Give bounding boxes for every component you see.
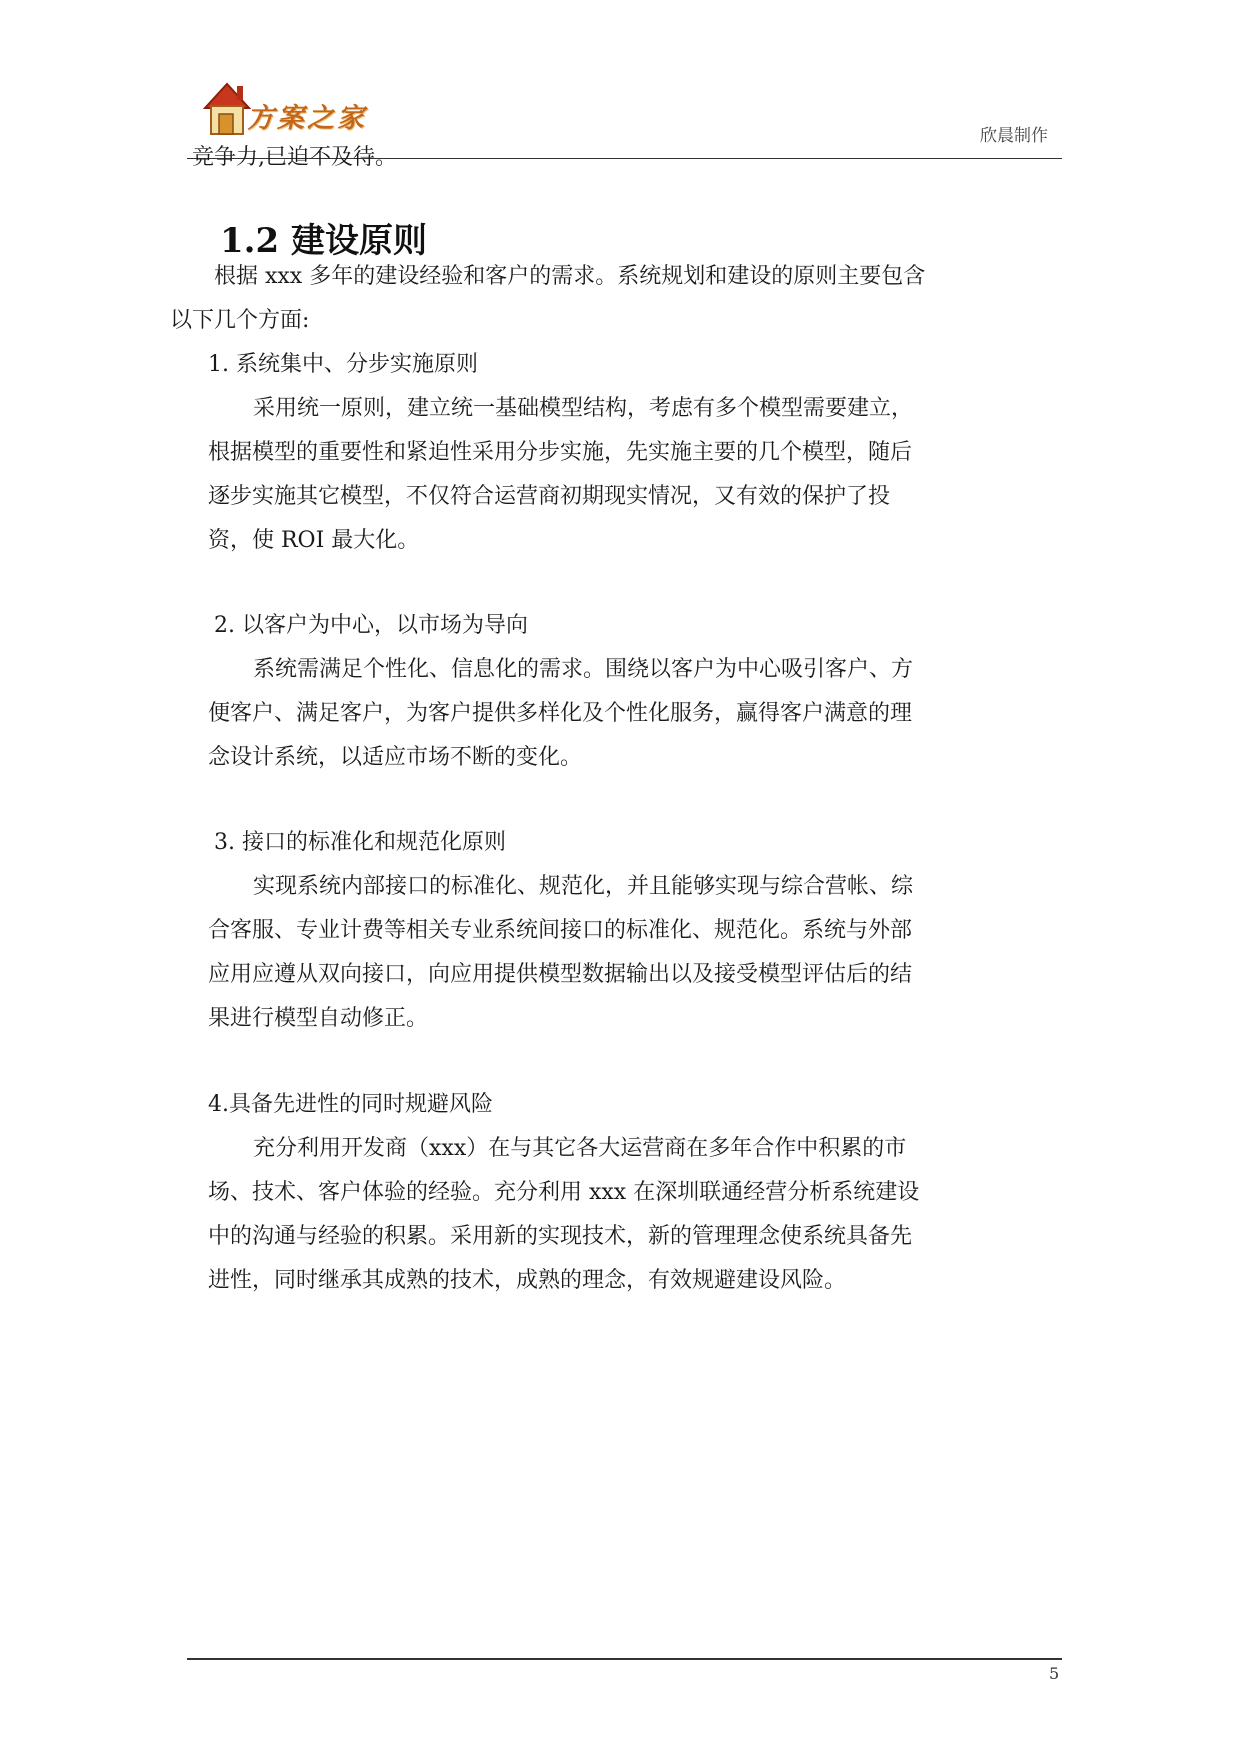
principle-4-line-4: 进性，同时继承其成熟的技术，成熟的理念，有效规避建设风险。 xyxy=(208,1268,847,1293)
principle-3-title: 3. 接口的标准化和规范化原则 xyxy=(214,830,506,855)
principle-4-line-2: 场、技术、客户体验的经验。充分利用 xxx 在深圳联通经营分析系统建设 xyxy=(208,1180,920,1205)
page-number: 5 xyxy=(1049,1664,1060,1683)
section-heading: 1.2 建设原则 xyxy=(220,221,427,261)
principle-2-title: 2. 以客户为中心，以市场为导向 xyxy=(214,613,528,638)
principle-1-line-4: 资，使 ROI 最大化。 xyxy=(208,528,420,553)
principle-3-line-2: 合客服、专业计费等相关专业系统间接口的标准化、规范化。系统与外部 xyxy=(208,918,913,943)
principle-1-line-2: 根据模型的重要性和紧迫性采用分步实施，先实施主要的几个模型，随后 xyxy=(208,440,913,465)
intro-line-2: 以下几个方面: xyxy=(170,308,310,333)
principle-1-title: 1. 系统集中、分步实施原则 xyxy=(208,352,478,377)
header-right-text: 欣晨制作 xyxy=(980,126,1048,146)
logo-text: 方案之家 xyxy=(247,103,367,134)
principle-4-line-1: 充分利用开发商（xxx）在与其它各大运营商在多年合作中积累的市 xyxy=(253,1136,907,1161)
principle-3-line-3: 应用应遵从双向接口，向应用提供模型数据输出以及接受模型评估后的结 xyxy=(208,962,913,987)
carryover-text: 竞争力,已迫不及待。 xyxy=(192,145,397,170)
principle-3-line-4: 果进行模型自动修正。 xyxy=(208,1006,429,1031)
principle-4-line-3: 中的沟通与经验的积累。采用新的实现技术，新的管理理念使系统具备先 xyxy=(208,1224,913,1249)
principle-1-line-1: 采用统一原则，建立统一基础模型结构，考虑有多个模型需要建立， xyxy=(253,396,914,421)
principle-2-line-2: 便客户、满足客户，为客户提供多样化及个性化服务，赢得客户满意的理 xyxy=(208,701,913,726)
principle-3-line-1: 实现系统内部接口的标准化、规范化，并且能够实现与综合营帐、综 xyxy=(253,874,914,899)
principle-2-line-1: 系统需满足个性化、信息化的需求。围绕以客户为中心吸引客户、方 xyxy=(253,657,914,682)
intro-line-1: 根据 xxx 多年的建设经验和客户的需求。系统规划和建设的原则主要包含 xyxy=(214,264,926,289)
principle-4-title: 4.具备先进性的同时规避风险 xyxy=(208,1092,493,1117)
footer-rule xyxy=(187,1658,1062,1660)
principle-1-line-3: 逐步实施其它模型，不仅符合运营商初期现实情况，又有效的保护了投 xyxy=(208,484,891,509)
principle-2-line-3: 念设计系统，以适应市场不断的变化。 xyxy=(208,745,583,770)
